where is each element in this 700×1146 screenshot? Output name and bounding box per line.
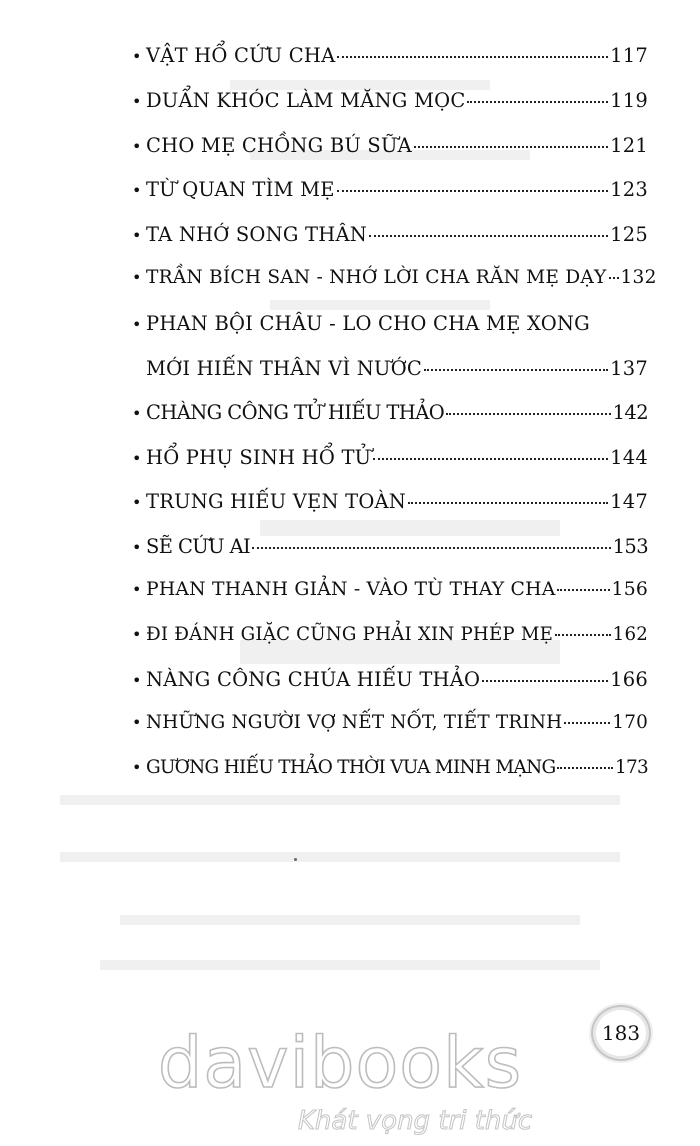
page-number: 183 [601,1021,641,1045]
bullet: • [132,493,142,512]
toc-entry-page: 137 [610,357,648,380]
toc-entry-page: 142 [612,401,648,424]
toc-entry-title: TRẦN BÍCH SAN - NHỚ LỜI CHA RĂN MẸ DẠY [146,267,607,288]
toc-entry-page: 173 [614,757,648,778]
toc-entry[interactable] [132,490,648,524]
toc-entry-title: ĐI ĐÁNH GIẶC CŨNG PHẢI XIN PHÉP MẸ [146,624,554,645]
toc-entry-title: PHAN BỘI CHÂU - LO CHO CHA MẸ XONG [146,312,590,335]
toc-entry-page: 125 [610,223,648,246]
print-speck [294,858,297,861]
watermark-brand: davibooks [157,1022,523,1104]
bullet: • [132,226,142,245]
toc-entry-page: 117 [610,44,648,67]
dot-leader [408,502,608,504]
toc-entry-title: NHỮNG NGƯỜI VỢ NẾT NỐT, TIẾT TRINH [146,712,563,733]
toc-entry-page: 147 [610,490,648,513]
bullet: • [132,315,142,334]
dot-leader [373,458,608,460]
bullet: • [132,538,141,557]
toc-entry-title: HỔ PHỤ SINH HỔ TỬ [146,446,372,469]
toc-entry[interactable] [132,401,648,435]
toc-entry-page: 123 [610,178,648,201]
bullet: • [132,404,141,423]
dot-leader [564,722,610,724]
toc-entry[interactable] [132,312,648,346]
toc-entry-page: 162 [612,624,648,645]
toc-entry-page: 166 [610,668,648,691]
dot-leader [482,680,608,682]
toc-entry[interactable] [132,134,648,168]
toc-entry-title: TRUNG HIẾU VẸN TOÀN [146,490,407,513]
toc-entry-title: VẬT HỔ CỨU CHA [146,44,336,67]
toc-entry-page: 170 [612,712,648,733]
bullet: • [132,47,142,66]
bullet: • [132,449,142,468]
toc-entry-title-continued: MỚI HIẾN THÂN VÌ NƯỚC [146,357,423,380]
dot-leader [337,56,608,58]
dot-leader [557,767,613,769]
dot-leader [609,277,619,279]
toc-entry-title: GƯƠNG HIẾU THẢO THỜI VUA MINH MẠNG [146,757,556,778]
toc-entry[interactable] [132,668,648,702]
toc-entry-page: 121 [610,134,648,157]
toc-entry[interactable] [132,579,648,613]
bullet: • [132,580,142,599]
bullet: • [132,625,142,644]
dot-leader [555,634,611,636]
toc-entry[interactable] [132,223,648,257]
toc-entry[interactable] [132,178,648,212]
bullet: • [132,92,142,111]
toc-entry[interactable] [132,712,648,746]
dot-leader [446,413,610,415]
toc-entry[interactable] [132,757,648,791]
toc-entry[interactable] [132,44,648,78]
bullet: • [132,671,142,690]
toc-entry-title: PHAN THANH GIẢN - VÀO TÙ THAY CHA [146,579,556,600]
toc-entry-page: 119 [610,89,648,112]
dot-leader [337,190,608,192]
toc-entry-title: SẼ CỨU AI [146,535,251,558]
dot-leader [424,369,608,371]
bullet: • [132,758,141,777]
toc-entry[interactable] [132,89,648,123]
bullet: • [132,137,142,156]
bullet: • [132,713,142,732]
toc-entry-page: 132 [620,267,657,288]
toc-entry-page: 153 [612,535,648,558]
toc-entry-title: NÀNG CÔNG CHÚA HIẾU THẢO [146,668,481,691]
watermark-tagline: Khát vọng tri thức [297,1106,533,1136]
bullet: • [132,181,142,200]
toc-entry[interactable] [132,267,657,301]
page-number-badge [596,1010,646,1056]
toc-entry-title: DUẨN KHÓC LÀM MĂNG MỌC [146,89,466,112]
toc-entry-continuation[interactable] [146,357,648,391]
toc-entry[interactable] [132,624,648,658]
dot-leader [467,101,608,103]
toc-entry[interactable] [132,446,648,480]
bullet: • [132,268,142,287]
dot-leader [414,146,608,148]
toc-entry-title: TA NHỚ SONG THÂN [146,223,368,246]
toc-entry-page: 156 [611,579,648,600]
dot-leader [369,235,608,237]
dot-leader [557,589,609,591]
toc-entry-title: TỪ QUAN TÌM MẸ [146,178,335,201]
toc-entry-title: CHÀNG CÔNG TỬ HIẾU THẢO [146,401,445,424]
toc-entry[interactable] [132,535,648,569]
toc-entry-title: CHO MẸ CHỒNG BÚ SỮA [146,134,412,157]
toc-entry-page: 144 [610,446,648,469]
dot-leader [252,547,610,549]
